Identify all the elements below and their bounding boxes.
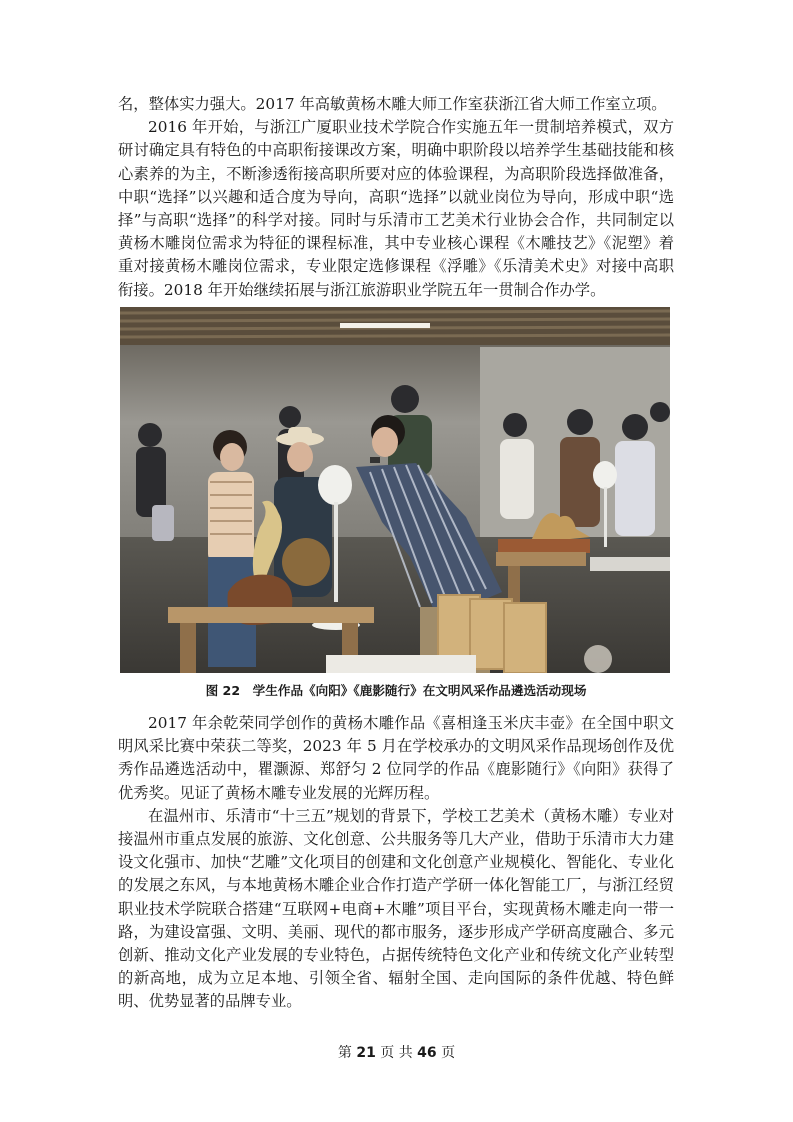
footer-suffix: 页 [441,1045,456,1061]
current-page-number: 21 [356,1045,376,1061]
page-footer [0,1042,793,1062]
event-photo [120,307,670,673]
total-page-number: 46 [417,1045,437,1061]
figure-caption: 图 22 学生作品《向阳》《鹿影随行》在文明风采作品遴选活动现场 [205,683,587,698]
top-text-block [118,93,674,302]
event-photo-illustration [120,307,670,673]
paragraph-cooperation: 2016 年开始，与浙江广厦职业技术学院合作实施五年一贯制培养模式，双方研讨确定具有特色的中高职衔接课改方案，明确中职阶段以培养学生基础技能和核心素养的为主，不断渗透衔接高职所要对应的体验课程，为高职阶段选择做准备，中职“选择”以兴趣和适合度为导向，高职“选择”以就业岗位为导向，形成中职“选择”与高职“选择”的科学对接。同时与乐清市工艺美术行业协会合作，共同制定以黄杨木雕岗位需求为特征的课程标准，其中专业核心课程《木雕技艺》《泥塑》着重对接黄杨木雕岗位需求，专业限定选修课程《浮雕》《乐清美术史》对接中高职衔接。2018 年开始继续拓展与浙江旅游职业学院五年一贯制合作办学。 [118,118,674,299]
footer-middle: 页 共 [380,1045,413,1061]
paragraph-awards: 2017 年余乾荣同学创作的黄杨木雕作品《喜相逢玉米庆丰壶》在全国中职文明风采比赛中荣获二等奖，2023 年 5 月在学校承办的文明风采作品现场创作及优秀作品遴选活动中，瞿灏源、郑舒匀 2 位同学的作品《鹿影随行》《向阳》获得了优秀奖。见证了黄杨木雕专业发展的光辉历程。 [118,714,674,802]
paragraph-continuation: 名，整体实力强大。2017 年高敏黄杨木雕大师工作室获浙江省大师工作室立项。 [118,95,667,113]
footer-prefix: 第 [337,1045,352,1061]
bottom-text-block [118,712,674,1014]
paragraph-development: 在温州市、乐清市“十三五”规划的背景下，学校工艺美术（黄杨木雕）专业对接温州市重点发展的旅游、文化创意、公共服务等几大产业，借助于乐清市大力建设文化强市、加快“艺雕”文化项目的创建和文化创意产业规模化、智能化、专业化的发展之东风，与本地黄杨木雕企业合作打造产学研一体化智能工厂，与浙江经贸职业技术学院联合搭建“互联网+电商+木雕”项目平台，实现黄杨木雕走向一带一路，为建设富强、文明、美丽、现代的都市服务，逐步形成产学研高度融合、多元创新、推动文化产业发展的专业特色，占据传统特色文化产业和传统文化产业转型的新高地，成为立足本地、引领全省、辐射全国、走向国际的条件优越、特色鲜明、优势显著的品牌专业。 [118,806,674,1011]
